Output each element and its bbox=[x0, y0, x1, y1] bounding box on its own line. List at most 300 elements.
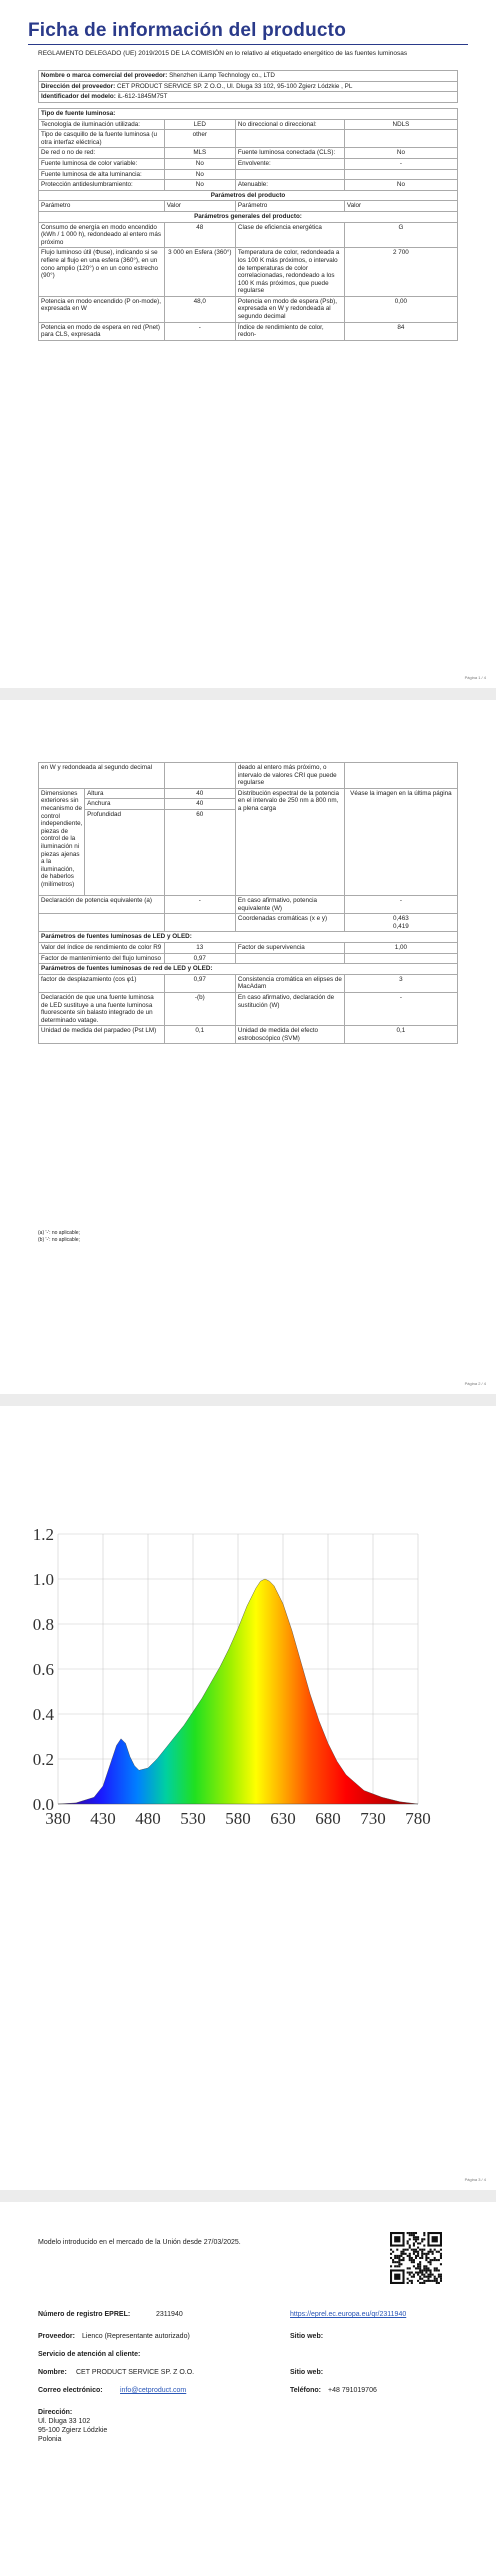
qr-module bbox=[402, 2257, 404, 2259]
address-line: Ul. Dluga 33 102 bbox=[38, 2418, 91, 2425]
qr-module bbox=[432, 2259, 434, 2261]
qr-module bbox=[396, 2261, 398, 2263]
qr-module bbox=[423, 2269, 425, 2271]
qr-module bbox=[419, 2276, 421, 2278]
footnote-a: (a) '-': no aplicable; bbox=[38, 1230, 80, 1236]
qr-module bbox=[423, 2274, 425, 2276]
qr-module bbox=[417, 2280, 419, 2282]
qr-module bbox=[419, 2267, 421, 2269]
qr-module bbox=[423, 2267, 425, 2269]
qr-module bbox=[423, 2232, 425, 2234]
qr-module bbox=[411, 2232, 413, 2234]
table-row: Potencia en modo encendido (P on-mode), expresada en W 48,0 Potencia en modo de espera (Psb), expresada en W y redondeada al segundo decimal 0,00 bbox=[39, 296, 458, 322]
x-tick-label: 380 bbox=[45, 1809, 71, 1828]
qr-finder bbox=[402, 2269, 404, 2284]
qr-module bbox=[398, 2265, 400, 2267]
phone-value: +48 791019706 bbox=[328, 2387, 377, 2394]
qr-module bbox=[425, 2255, 427, 2257]
qr-module bbox=[405, 2253, 407, 2255]
qr-module bbox=[421, 2238, 423, 2240]
contact-name-value: CET PRODUCT SERVICE SP. Z O.O. bbox=[76, 2369, 195, 2376]
qr-module bbox=[392, 2259, 394, 2261]
page-title: Ficha de información del producto bbox=[28, 20, 347, 41]
qr-module bbox=[415, 2251, 417, 2253]
qr-module bbox=[413, 2261, 415, 2263]
qr-module bbox=[413, 2234, 415, 2236]
qr-module bbox=[430, 2272, 432, 2274]
eprel-link[interactable]: https://eprel.ec.europa.eu/qr/2311940 bbox=[290, 2311, 407, 2318]
qr-module bbox=[417, 2253, 419, 2255]
qr-module bbox=[419, 2261, 421, 2263]
qr-finder bbox=[390, 2232, 405, 2234]
qr-module bbox=[434, 2267, 436, 2269]
qr-code-icon[interactable] bbox=[390, 2232, 442, 2284]
qr-module bbox=[417, 2255, 419, 2257]
y-tick-label: 0.2 bbox=[32, 1750, 54, 1769]
table-row: Potencia en modo de espera en red (Pnet) para CLS, expresada - Índice de rendimiento de color, redon- 84 bbox=[39, 322, 458, 340]
qr-module bbox=[417, 2267, 419, 2269]
qr-module bbox=[417, 2242, 419, 2244]
x-tick-label: 430 bbox=[90, 1809, 116, 1828]
qr-module bbox=[427, 2280, 429, 2282]
qr-module bbox=[398, 2259, 400, 2261]
qr-module bbox=[421, 2251, 423, 2253]
title-rule bbox=[28, 44, 468, 45]
qr-finder bbox=[427, 2232, 429, 2247]
qr-module bbox=[411, 2280, 413, 2282]
qr-module bbox=[390, 2257, 392, 2259]
supplier-address-cell: Dirección del proveedor: CET PRODUCT SERVICE SP. Z O.O., Ul. Dluga 33 102, 95-100 Zgierz Lódzkie , PL bbox=[39, 81, 458, 92]
qr-module bbox=[421, 2272, 423, 2274]
general-params-header: Parámetros generales del producto: bbox=[39, 211, 458, 222]
qr-module bbox=[436, 2280, 438, 2282]
qr-module bbox=[425, 2267, 427, 2269]
email-link[interactable]: info@cetproduct.com bbox=[120, 2387, 187, 2394]
qr-module bbox=[440, 2257, 442, 2259]
page-number: Página 3 / 4 bbox=[464, 2177, 486, 2182]
qr-module bbox=[411, 2282, 413, 2284]
qr-module bbox=[432, 2253, 434, 2255]
qr-module bbox=[419, 2272, 421, 2274]
qr-module bbox=[413, 2242, 415, 2244]
qr-module bbox=[421, 2255, 423, 2257]
qr-module bbox=[434, 2259, 436, 2261]
qr-module bbox=[413, 2244, 415, 2246]
y-tick-label: 0.4 bbox=[32, 1705, 54, 1724]
qr-module bbox=[434, 2280, 436, 2282]
y-tick-label: 0.0 bbox=[32, 1795, 54, 1814]
page-2 bbox=[0, 700, 496, 1394]
qr-finder bbox=[394, 2274, 400, 2280]
qr-module bbox=[413, 2276, 415, 2278]
qr-module bbox=[415, 2249, 417, 2251]
qr-module bbox=[427, 2257, 429, 2259]
qr-module bbox=[427, 2253, 429, 2255]
qr-module bbox=[438, 2269, 440, 2271]
qr-module bbox=[436, 2251, 438, 2253]
qr-module bbox=[419, 2263, 421, 2265]
source-type-table bbox=[38, 108, 458, 341]
qr-module bbox=[430, 2261, 432, 2263]
qr-module bbox=[409, 2253, 411, 2255]
qr-module bbox=[398, 2261, 400, 2263]
qr-module bbox=[436, 2282, 438, 2284]
qr-module bbox=[409, 2259, 411, 2261]
qr-module bbox=[396, 2257, 398, 2259]
qr-module bbox=[421, 2240, 423, 2242]
qr-module bbox=[407, 2282, 409, 2284]
y-tick-label: 0.6 bbox=[32, 1660, 54, 1679]
qr-module bbox=[427, 2261, 429, 2263]
y-tick-label: 0.8 bbox=[32, 1615, 54, 1634]
qr-module bbox=[425, 2257, 427, 2259]
qr-module bbox=[436, 2259, 438, 2261]
qr-finder bbox=[390, 2244, 405, 2246]
qr-module bbox=[419, 2278, 421, 2280]
qr-module bbox=[423, 2282, 425, 2284]
qr-module bbox=[434, 2276, 436, 2278]
qr-module bbox=[417, 2238, 419, 2240]
qr-module bbox=[438, 2259, 440, 2261]
qr-module bbox=[430, 2276, 432, 2278]
provider-value: Lienco (Representante autorizado) bbox=[82, 2333, 190, 2340]
qr-module bbox=[421, 2253, 423, 2255]
page-3 bbox=[0, 1406, 496, 2190]
qr-module bbox=[415, 2232, 417, 2234]
qr-module bbox=[427, 2267, 429, 2269]
qr-module bbox=[434, 2249, 436, 2251]
qr-module bbox=[411, 2259, 413, 2261]
qr-module bbox=[417, 2251, 419, 2253]
qr-module bbox=[411, 2257, 413, 2259]
qr-module bbox=[419, 2249, 421, 2251]
table-row: Protección antideslumbramiento: No Atenuable: No bbox=[39, 180, 458, 191]
qr-module bbox=[415, 2267, 417, 2269]
qr-module bbox=[440, 2274, 442, 2276]
table-row: Consumo de energía en modo encendido (kWh / 1 000 h), redondeado al entero más próximo 48 Clase de eficiencia energética G bbox=[39, 222, 458, 248]
qr-module bbox=[440, 2249, 442, 2251]
qr-module bbox=[407, 2242, 409, 2244]
qr-module bbox=[425, 2276, 427, 2278]
qr-module bbox=[421, 2249, 423, 2251]
qr-module bbox=[415, 2255, 417, 2257]
qr-module bbox=[438, 2251, 440, 2253]
qr-module bbox=[421, 2282, 423, 2284]
contact-website-label: Sitio web: bbox=[290, 2369, 324, 2376]
params-table-continued bbox=[38, 762, 458, 1044]
table-row: en W y redondeada al segundo decimal deado al entero más próximo, o intervalo de valores CRI que puede regularse bbox=[39, 763, 458, 789]
qr-module bbox=[438, 2282, 440, 2284]
qr-module bbox=[440, 2278, 442, 2280]
x-tick-label: 530 bbox=[180, 1809, 206, 1828]
qr-module bbox=[390, 2265, 392, 2267]
qr-finder bbox=[390, 2232, 392, 2247]
qr-module bbox=[430, 2280, 432, 2282]
qr-module bbox=[407, 2249, 409, 2251]
x-tick-label: 780 bbox=[405, 1809, 431, 1828]
qr-module bbox=[398, 2257, 400, 2259]
model-id-cell: Identificador del modelo: iL-612-1845M75T bbox=[39, 92, 458, 103]
table-row: Declaración de que una fuente luminosa de LED sustituye a una fuente luminosa fluorescente sin balasto integrado de un determinado vatage. -(b) En caso afirmativo, declaración de sustitución (W) - bbox=[39, 992, 458, 1025]
contact-name-label: Nombre: bbox=[38, 2369, 67, 2376]
qr-module bbox=[427, 2251, 429, 2253]
params-header: Parámetros del producto bbox=[39, 190, 458, 201]
provider-label: Proveedor: bbox=[38, 2333, 75, 2340]
qr-module bbox=[394, 2261, 396, 2263]
qr-module bbox=[413, 2265, 415, 2267]
qr-module bbox=[425, 2265, 427, 2267]
qr-module bbox=[419, 2282, 421, 2284]
address-line: 95-100 Zgierz Lódzkie bbox=[38, 2427, 108, 2434]
qr-module bbox=[423, 2265, 425, 2267]
table-row: Profundidad 60 bbox=[39, 809, 458, 895]
qr-module bbox=[423, 2249, 425, 2251]
qr-module bbox=[440, 2276, 442, 2278]
qr-module bbox=[423, 2253, 425, 2255]
table-row: De red o no de red: MLS Fuente luminosa conectada (CLS): No bbox=[39, 148, 458, 159]
qr-module bbox=[400, 2259, 402, 2261]
qr-module bbox=[409, 2247, 411, 2249]
qr-module bbox=[421, 2269, 423, 2271]
qr-module bbox=[400, 2255, 402, 2257]
qr-module bbox=[411, 2276, 413, 2278]
qr-module bbox=[398, 2255, 400, 2257]
qr-module bbox=[421, 2274, 423, 2276]
qr-module bbox=[413, 2232, 415, 2234]
qr-module bbox=[419, 2257, 421, 2259]
qr-module bbox=[411, 2234, 413, 2236]
table-row: Valor del índice de rendimiento de color R9 13 Factor de supervivencia 1,00 bbox=[39, 942, 458, 953]
qr-module bbox=[425, 2253, 427, 2255]
qr-module bbox=[430, 2249, 432, 2251]
qr-module bbox=[415, 2236, 417, 2238]
qr-module bbox=[425, 2269, 427, 2271]
qr-module bbox=[432, 2251, 434, 2253]
qr-module bbox=[430, 2251, 432, 2253]
page-4 bbox=[0, 2202, 496, 2560]
qr-module bbox=[407, 2255, 409, 2257]
table-row: Tipo de casquillo de la fuente luminosa (u otra interfaz eléctrica) other bbox=[39, 130, 458, 148]
qr-finder bbox=[440, 2232, 442, 2247]
market-date-text: Modelo introducido en el mercado de la Unión desde 27/03/2025. bbox=[38, 2239, 241, 2246]
qr-module bbox=[432, 2274, 434, 2276]
qr-module bbox=[430, 2263, 432, 2265]
x-tick-label: 680 bbox=[315, 1809, 341, 1828]
qr-module bbox=[409, 2244, 411, 2246]
qr-module bbox=[390, 2249, 392, 2251]
qr-module bbox=[411, 2249, 413, 2251]
qr-module bbox=[415, 2240, 417, 2242]
qr-module bbox=[440, 2280, 442, 2282]
qr-module bbox=[434, 2278, 436, 2280]
qr-module bbox=[440, 2263, 442, 2265]
address-label: Dirección: bbox=[38, 2409, 73, 2416]
qr-finder bbox=[402, 2232, 404, 2247]
x-tick-label: 480 bbox=[135, 1809, 161, 1828]
dimensions-row: Dimensiones exteriores sin mecanismo de control independiente, piezas de control de la iluminación ni piezas ajenas a la iluminación, de haberlos (milímetros) Altura 40 Distribución espectral de la potencia en el intervalo de 250 nm a 800 nm, a plena carga Véase la imagen en la última página bbox=[39, 788, 458, 799]
qr-finder bbox=[390, 2282, 405, 2284]
qr-module bbox=[411, 2261, 413, 2263]
qr-module bbox=[417, 2272, 419, 2274]
params-column-headers: Parámetro Valor Parámetro Valor bbox=[39, 201, 458, 212]
qr-module bbox=[400, 2253, 402, 2255]
qr-module bbox=[409, 2280, 411, 2282]
supplier-name-cell: Nombre o marca comercial del proveedor: Shenzhen iLamp Technology co., LTD bbox=[39, 71, 458, 82]
qr-module bbox=[430, 2259, 432, 2261]
qr-module bbox=[409, 2238, 411, 2240]
qr-module bbox=[421, 2278, 423, 2280]
qr-module bbox=[394, 2257, 396, 2259]
x-tick-label: 630 bbox=[270, 1809, 296, 1828]
qr-module bbox=[392, 2251, 394, 2253]
qr-module bbox=[419, 2269, 421, 2271]
qr-finder bbox=[432, 2236, 438, 2242]
qr-module bbox=[419, 2242, 421, 2244]
qr-module bbox=[409, 2272, 411, 2274]
qr-module bbox=[438, 2276, 440, 2278]
qr-module bbox=[417, 2263, 419, 2265]
qr-module bbox=[425, 2259, 427, 2261]
qr-module bbox=[394, 2265, 396, 2267]
table-row: Declaración de potencia equivalente (a) - En caso afirmativo, potencia equivalente (W) - bbox=[39, 895, 458, 913]
qr-module bbox=[394, 2255, 396, 2257]
page-1 bbox=[0, 0, 496, 688]
qr-module bbox=[421, 2257, 423, 2259]
qr-module bbox=[407, 2240, 409, 2242]
qr-module bbox=[413, 2251, 415, 2253]
qr-module bbox=[396, 2249, 398, 2251]
qr-finder bbox=[427, 2244, 442, 2246]
qr-module bbox=[419, 2265, 421, 2267]
qr-module bbox=[434, 2257, 436, 2259]
qr-module bbox=[423, 2244, 425, 2246]
dimensions-label: Dimensiones exteriores sin mecanismo de control independiente, piezas de control de la iluminación ni piezas ajenas a la iluminación, de haberlos (milímetros) bbox=[39, 788, 85, 895]
qr-module bbox=[409, 2267, 411, 2269]
qr-module bbox=[417, 2274, 419, 2276]
qr-module bbox=[417, 2265, 419, 2267]
page-number: Página 1 / 4 bbox=[464, 675, 486, 680]
supplier-table bbox=[38, 70, 458, 103]
spectral-distribution-chart bbox=[28, 1514, 431, 1854]
qr-module bbox=[436, 2267, 438, 2269]
qr-module bbox=[417, 2236, 419, 2238]
qr-module bbox=[423, 2238, 425, 2240]
eprel-label: Número de registro EPREL: bbox=[38, 2311, 131, 2318]
table-row: Flujo luminoso útil (Φuse), indicando si se refiere al flujo en una esfera (360°), en un cono amplio (120°) o en un cono estrecho (90°) 3 000 en Esfera (360°) Temperatura de color, redondeada a los 100 K más próximos, o intervalo de temperaturas de color correlacionadas, redondeado a los 100 K más próximos, que puede regularse 2 700 bbox=[39, 248, 458, 297]
table-row: Coordenadas cromáticas (x e y) 0,463 0,419 bbox=[39, 914, 458, 932]
qr-module bbox=[438, 2274, 440, 2276]
qr-module bbox=[407, 2232, 409, 2234]
qr-module bbox=[430, 2274, 432, 2276]
qr-module bbox=[436, 2278, 438, 2280]
qr-finder bbox=[390, 2269, 405, 2271]
footnote-b: (b) '-': no aplicable; bbox=[38, 1237, 80, 1243]
led-params-header: Parámetros de fuentes luminosas de LED y OLED: bbox=[39, 932, 458, 943]
eprel-number: 2311940 bbox=[156, 2311, 183, 2318]
qr-module bbox=[396, 2265, 398, 2267]
qr-module bbox=[423, 2276, 425, 2278]
qr-module bbox=[436, 2269, 438, 2271]
qr-module bbox=[434, 2269, 436, 2271]
qr-finder bbox=[390, 2269, 392, 2284]
table-row: Unidad de medida del parpadeo (Pst LM) 0,1 Unidad de medida del efecto estroboscópico (SVM) 0,1 bbox=[39, 1026, 458, 1044]
email-label: Correo electrónico: bbox=[38, 2387, 103, 2394]
source-type-header: Tipo de fuente luminosa: bbox=[39, 109, 458, 120]
qr-module bbox=[427, 2274, 429, 2276]
qr-finder bbox=[427, 2232, 442, 2234]
qr-finder bbox=[394, 2236, 400, 2242]
qr-module bbox=[407, 2278, 409, 2280]
qr-module bbox=[430, 2269, 432, 2271]
qr-module bbox=[409, 2257, 411, 2259]
table-row: Fuente luminosa de color variable: No Envolvente: - bbox=[39, 158, 458, 169]
footnotes bbox=[38, 1230, 80, 1244]
phone-label: Teléfono: bbox=[290, 2387, 321, 2394]
address-line: Polonia bbox=[38, 2436, 62, 2443]
qr-module bbox=[409, 2274, 411, 2276]
table-row: Fuente luminosa de alta luminancia: No bbox=[39, 169, 458, 180]
qr-module bbox=[407, 2272, 409, 2274]
qr-module bbox=[400, 2263, 402, 2265]
qr-module bbox=[402, 2249, 404, 2251]
regulation-subtitle: REGLAMENTO DELEGADO (UE) 2019/2015 DE LA COMISIÓN en lo relativo al etiquetado energético de las fuentes luminosas bbox=[38, 50, 408, 57]
customer-service-label: Servicio de atención al cliente: bbox=[38, 2351, 141, 2358]
qr-module bbox=[415, 2257, 417, 2259]
qr-module bbox=[390, 2253, 392, 2255]
qr-module bbox=[413, 2249, 415, 2251]
table-row: Anchura 40 bbox=[39, 799, 458, 810]
qr-module bbox=[409, 2255, 411, 2257]
qr-module bbox=[415, 2238, 417, 2240]
qr-module bbox=[407, 2267, 409, 2269]
qr-module bbox=[440, 2253, 442, 2255]
qr-module bbox=[423, 2234, 425, 2236]
table-row: factor de desplazamiento (cos φ1) 0,97 Consistencia cromática en elipses de MacAdam 3 bbox=[39, 974, 458, 992]
qr-module bbox=[402, 2259, 404, 2261]
table-row: Factor de mantenimiento del flujo luminoso 0,97 bbox=[39, 953, 458, 964]
qr-module bbox=[411, 2272, 413, 2274]
qr-module bbox=[392, 2261, 394, 2263]
qr-module bbox=[413, 2274, 415, 2276]
table-row: Tecnología de iluminación utilizada: LED No direccional o direccional: NDLS bbox=[39, 119, 458, 130]
qr-module bbox=[413, 2253, 415, 2255]
qr-module bbox=[413, 2236, 415, 2238]
y-tick-label: 1.0 bbox=[32, 1570, 54, 1589]
qr-module bbox=[423, 2280, 425, 2282]
qr-module bbox=[432, 2280, 434, 2282]
qr-module bbox=[396, 2255, 398, 2257]
y-tick-label: 1.2 bbox=[32, 1525, 54, 1544]
qr-module bbox=[427, 2276, 429, 2278]
qr-module bbox=[427, 2269, 429, 2271]
qr-module bbox=[425, 2272, 427, 2274]
page-number: Página 2 / 4 bbox=[464, 1381, 486, 1386]
qr-module bbox=[405, 2249, 407, 2251]
qr-module bbox=[427, 2278, 429, 2280]
qr-module bbox=[413, 2238, 415, 2240]
qr-module bbox=[415, 2272, 417, 2274]
qr-module bbox=[402, 2253, 404, 2255]
qr-module bbox=[398, 2263, 400, 2265]
x-tick-label: 730 bbox=[360, 1809, 386, 1828]
qr-module bbox=[400, 2251, 402, 2253]
website-label: Sitio web: bbox=[290, 2333, 324, 2340]
qr-module bbox=[417, 2247, 419, 2249]
qr-module bbox=[409, 2234, 411, 2236]
qr-module bbox=[402, 2251, 404, 2253]
x-tick-label: 580 bbox=[225, 1809, 251, 1828]
qr-module bbox=[409, 2232, 411, 2234]
